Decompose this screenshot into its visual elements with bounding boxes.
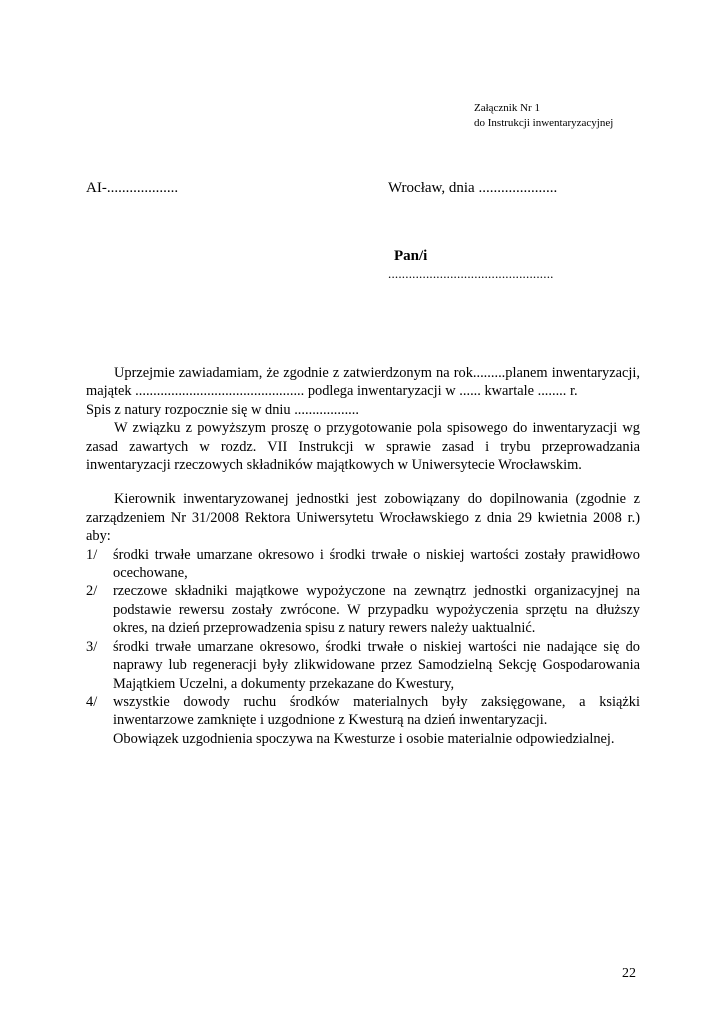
letter-body [86, 364, 640, 748]
list-item-number: 3/ [86, 638, 98, 655]
list-item [86, 638, 640, 693]
addressee-label: Pan/i [394, 248, 428, 264]
list-item-number: 2/ [86, 583, 98, 600]
paragraph-notification: Uprzejmie zawiadamiam, że zgodnie z zatwierdzonym na rok.........planem inwentaryzacji, majątek ............................................... podlega inwentaryzacji w ...... kwartale ........ r. [86, 365, 640, 400]
addressee-placeholder: ................................................ [388, 266, 554, 281]
reference-number: AI-................... [86, 180, 179, 196]
list-item-text: wszystkie dowody ruchu środków materialnych były zaksięgowane, a książki inwentarzowe zamknięte i uzgodnione z Kwesturą na dzień inwentaryzacji. [113, 693, 640, 729]
page-number: 22 [622, 966, 636, 981]
list-item-text: środki trwałe umarzane okresowo, środki trwałe o niskiej wartości nie nadające się do naprawy lub regeneracji były zlikwidowane przez Samodzielną Sekcję Gospodarowania Majątkiem Uczelni, a dokumenty przekazane do Kwestury, [113, 638, 640, 692]
attachment-subtitle: do Instrukcji inwentaryzacyjnej [474, 117, 614, 129]
paragraph-start-date: Spis z natury rozpocznie się w dniu .................. [86, 401, 359, 418]
paragraph-responsibility: Obowiązek uzgodnienia spoczywa na Kwesturze i osobie materialnie odpowiedzialnej. [113, 730, 615, 747]
place-date: Wrocław, dnia ..................... [388, 180, 558, 196]
list-item-number: 1/ [86, 546, 98, 563]
list-item [86, 693, 640, 730]
paragraph-obligations: Kierownik inwentaryzowanej jednostki jest zobowiązany do dopilnowania (zgodnie z zarządzeniem Nr 31/2008 Rektora Uniwersytetu Wrocławskiego z dnia 29 kwietnia 2008 r.) aby: [86, 491, 640, 545]
list-item [86, 582, 640, 637]
list-item-text: środki trwałe umarzane okresowo i środki trwałe o niskiej wartości zostały prawidłowo ocechowane, [113, 546, 640, 582]
paragraph-preparation: W związku z powyższym proszę o przygotowanie pola spisowego do inwentaryzacji wg zasad zawartych w rozdz. VII Instrukcji w sprawie zasad i trybu przeprowadzania inwentaryzacji rzeczowych składników majątkowych w Uniwersytecie Wrocławskim. [86, 420, 640, 474]
list-item [86, 546, 640, 583]
attachment-note [474, 101, 613, 131]
list-item-number: 4/ [86, 693, 98, 710]
attachment-number: Załącznik Nr 1 [474, 102, 540, 114]
list-item-text: rzeczowe składniki majątkowe wypożyczone na zewnątrz jednostki organizacyjnej na podstawie rewersu zostały zwrócone. W przypadku wypożyczenia sprzętu na dłuższy okres, na dzień przeprowadzenia spisu z natury rewers należy uaktualnić. [113, 583, 640, 637]
